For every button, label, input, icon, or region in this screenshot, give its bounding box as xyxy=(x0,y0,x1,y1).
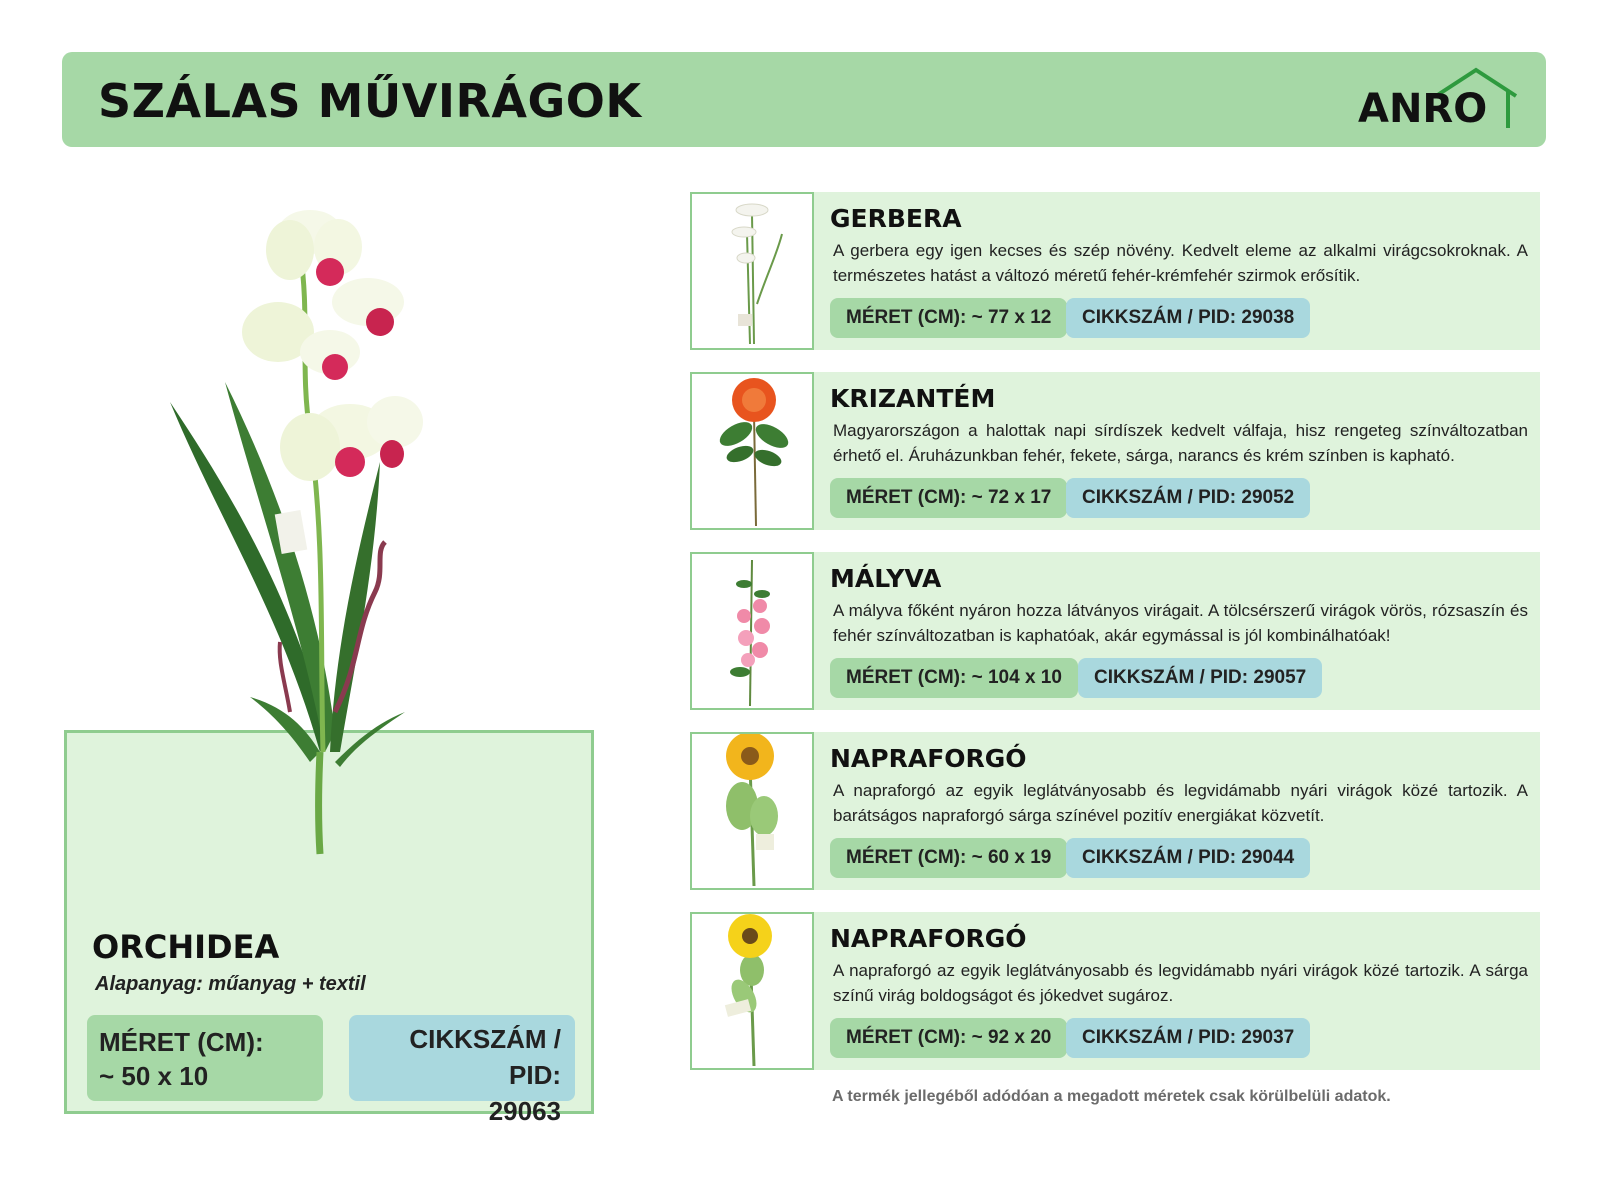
product-description: A mályva főként nyáron hozza látványos virágait. A tölcsérszerű virágok vörös, rózsaszín és fehér színváltozatban is kaphatóak, akár egymással is jól kombinálhatóak! xyxy=(833,601,1528,645)
size-badge: MÉRET (CM): ~ 72 x 17 xyxy=(830,478,1067,518)
featured-size-label: MÉRET (CM): xyxy=(99,1027,264,1057)
product-description: A gerbera egy igen kecses és szép növény. Kedvelt eleme az alkalmi virágcsokroknak. A természetes hatást a változó méretű fehér-krémfehér szirmok erősítik. xyxy=(833,241,1528,285)
sunflower-image xyxy=(692,914,812,1068)
pid-badge: CIKKSZÁM / PID: 29052 xyxy=(1066,478,1310,518)
product-card-napraforgo-2 xyxy=(690,912,1540,1070)
featured-size-badge xyxy=(87,1015,323,1101)
featured-pid-value: 29063 xyxy=(488,1096,561,1126)
product-name: GERBERA xyxy=(830,204,962,233)
product-name: NAPRAFORGÓ xyxy=(830,744,1027,773)
product-card-malyva xyxy=(690,552,1540,710)
product-description: A napraforgó az egyik leglátványosabb és legvidámabb nyári virágok közé tartozik. A sárga színű virág boldogságot és jókedvet sugároz. xyxy=(833,961,1528,1005)
product-name: MÁLYVA xyxy=(830,564,942,593)
size-badge: MÉRET (CM): ~ 92 x 20 xyxy=(830,1018,1067,1058)
size-badge: MÉRET (CM): ~ 60 x 19 xyxy=(830,838,1067,878)
pid-badge: CIKKSZÁM / PID: 29037 xyxy=(1066,1018,1310,1058)
product-card-napraforgo-1 xyxy=(690,732,1540,890)
logo-text: ANRO xyxy=(1358,86,1488,132)
chrysanthemum-image xyxy=(692,374,812,528)
product-thumbnail xyxy=(690,912,814,1070)
featured-pid-label: CIKKSZÁM / PID: xyxy=(409,1024,561,1090)
product-description: Magyarországon a halottak napi sírdíszek kedvelt válfaja, hisz rengeteg színváltozatban érhető el. Áruházunkban fehér, fekete, sárga, narancs és krém színben is kapható. xyxy=(833,421,1528,465)
product-card-krizantem xyxy=(690,372,1540,530)
anro-logo xyxy=(1358,66,1518,136)
featured-product-material: Alapanyag: műanyag + textil xyxy=(95,973,366,995)
featured-product-name: ORCHIDEA xyxy=(92,928,280,966)
pid-badge: CIKKSZÁM / PID: 29057 xyxy=(1078,658,1322,698)
product-description: A napraforgó az egyik leglátványosabb és legvidámabb nyári virágok közé tartozik. A barátságos napraforgó sárga színével pozitív energiákat közvetít. xyxy=(833,781,1528,825)
pid-badge: CIKKSZÁM / PID: 29044 xyxy=(1066,838,1310,878)
size-disclaimer: A termék jellegéből adódóan a megadott méretek csak körülbelüli adatok. xyxy=(832,1088,1391,1105)
page-header xyxy=(62,52,1546,147)
page-title: SZÁLAS MŰVIRÁGOK xyxy=(98,74,642,128)
product-thumbnail xyxy=(690,192,814,350)
gerbera-image xyxy=(692,194,812,348)
product-name: NAPRAFORGÓ xyxy=(830,924,1027,953)
product-thumbnail xyxy=(690,552,814,710)
orchid-image xyxy=(160,192,450,872)
pid-badge: CIKKSZÁM / PID: 29038 xyxy=(1066,298,1310,338)
size-badge: MÉRET (CM): ~ 104 x 10 xyxy=(830,658,1078,698)
product-thumbnail xyxy=(690,372,814,530)
product-card-gerbera xyxy=(690,192,1540,350)
product-name: KRIZANTÉM xyxy=(830,384,996,413)
size-badge: MÉRET (CM): ~ 77 x 12 xyxy=(830,298,1067,338)
sunflower-image xyxy=(692,734,812,888)
hollyhock-image xyxy=(692,554,812,708)
featured-size-value: ~ 50 x 10 xyxy=(99,1061,209,1091)
featured-pid-badge xyxy=(349,1015,575,1126)
product-thumbnail xyxy=(690,732,814,890)
